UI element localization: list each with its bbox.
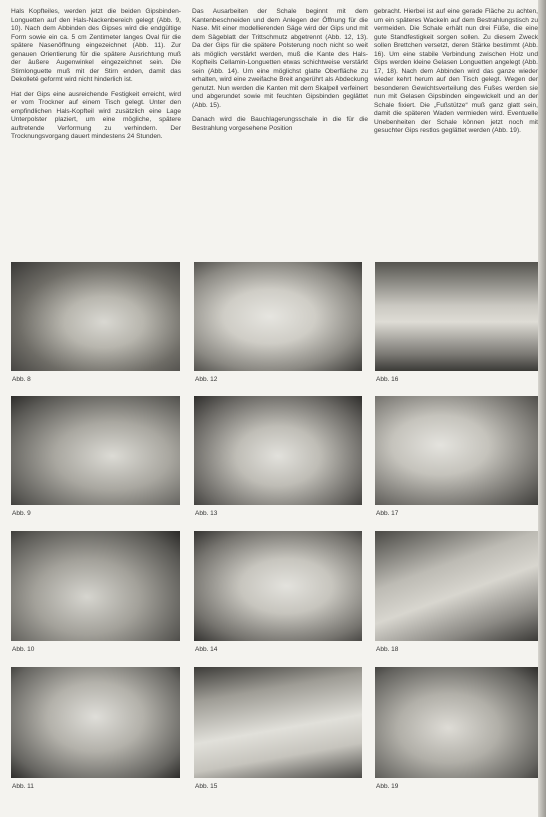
caption-abb-19: Abb. 19 [376, 783, 399, 790]
caption-abb-15: Abb. 15 [195, 783, 218, 790]
caption-abb-17: Abb. 17 [376, 510, 399, 517]
paragraph: Hat der Gips eine ausreichende Festigkeit erreicht, wird er vom Trockner auf einem Tisch gelegt. Unter den empfindlichen Hals-Kopfteil wird zusätzlich eine Lage Unterpolster plaziert, um eine mögliche, spätere auftretende Verformung zu verhindern. Der Trocknungsvorgang dauert mindestens 24 Stunden. [11, 90, 181, 140]
photo-abb-11 [11, 667, 180, 778]
paragraph: Danach wird die Bauchlagerungsschale in die für die Bestrahlung vorgesehene Position [192, 116, 368, 132]
photo-abb-10 [11, 531, 180, 641]
photo-abb-16 [375, 262, 538, 371]
caption-abb-10: Abb. 10 [12, 646, 35, 653]
photo-abb-13 [194, 396, 362, 505]
caption-abb-13: Abb. 13 [195, 510, 218, 517]
photo-abb-14 [194, 531, 362, 641]
photo-abb-12 [194, 262, 362, 371]
photo-abb-15 [194, 667, 362, 778]
caption-abb-11: Abb. 11 [12, 783, 34, 790]
text-column-1 [11, 8, 181, 148]
photo-abb-17 [375, 396, 538, 505]
paragraph: Das Ausarbeiten der Schale beginnt mit dem Kantenbeschneiden und dem Anlegen der Öffnung für die Nase. Mit einer modellierenden Säge wird der Gips und mit dem Sägeblatt der Trittschmutz abgetrennt (Abb. 12, 13). Da der Gips für die spätere Polsterung noch nicht so weit als möglich verstärkt werden, muß die Kante des Hals-Kopfteils Cellamin-Longuetten etwas schichtweise verstärkt sein (Abb. 14). Um eine möglichst glatte Oberfläche zu erhalten, wird eine zweifache Breit angerührt als Abdeckung genutzt. Nun werden die Kanten mit dem Skalpell verfeinert und abgerundet sowie mit feuchten Gipsbinden geglättet (Abb. 15). [192, 8, 368, 109]
caption-abb-18: Abb. 18 [376, 646, 399, 653]
caption-abb-9: Abb. 9 [12, 510, 31, 517]
photo-abb-8 [11, 262, 180, 371]
photo-abb-9 [11, 396, 180, 505]
photo-abb-18 [375, 531, 538, 641]
text-column-2 [192, 8, 368, 139]
caption-abb-14: Abb. 14 [195, 646, 218, 653]
page-gutter-shadow [538, 0, 546, 817]
photo-abb-19 [375, 667, 538, 778]
paragraph: gebracht. Hierbei ist auf eine gerade Fläche zu achten, um ein späteres Wackeln auf dem Bestrahlungstisch zu vermeiden. Die Schale erhält nun drei Füße, die eine gute Standfestigkeit sorgen sollen. Zu diesem Zweck sollen Brettchen versetzt, deren Stärke bestimmt (Abb. 16). Um eine stabile Verbindung zwischen Holz und Gips werden kleine Gelasen Longuetten angelegt (Abb. 17, 18). Nach dem Abbinden wird das ganze wieder wieder kehrt herum auf den Tisch gelegt. Wegen der besonderen Gewichtsverteilung des Fußes werden sie nun mit Gelasen Gipsbinden eingewickelt und an der Schale fixiert. Die „Fußstütze“ muß ganz glatt sein, damit die späteren Waden vermieden wird. Eventuelle Unebenheiten der Schale können jetzt noch mit gesuchter Gips restlos geglättet werden (Abb. 19). [374, 8, 538, 134]
paragraph: Hals Kopfteiles, werden jetzt die beiden Gipsbinden-Longuetten auf den Hals-Nackenbereich gelegt (Abb. 9, 10). Nach dem Abbinden des Gipses wird die endgültige Form sowie ein ca. 5 cm Zentimeter langes Oval für die spätere Nasenöffnung eingezeichnet (Abb. 11). Zur genauen Orientierung für die spätere Ausrichtung muß der äußere Augenwinkel eingezeichnet sein. Die Stirnlonguette muß mit der Stirn enden, damit das Dekolleté geformt wird nicht hinderlich ist. [11, 8, 181, 83]
caption-abb-16: Abb. 16 [376, 376, 399, 383]
text-column-3 [374, 8, 538, 142]
caption-abb-8: Abb. 8 [12, 376, 31, 383]
caption-abb-12: Abb. 12 [195, 376, 218, 383]
